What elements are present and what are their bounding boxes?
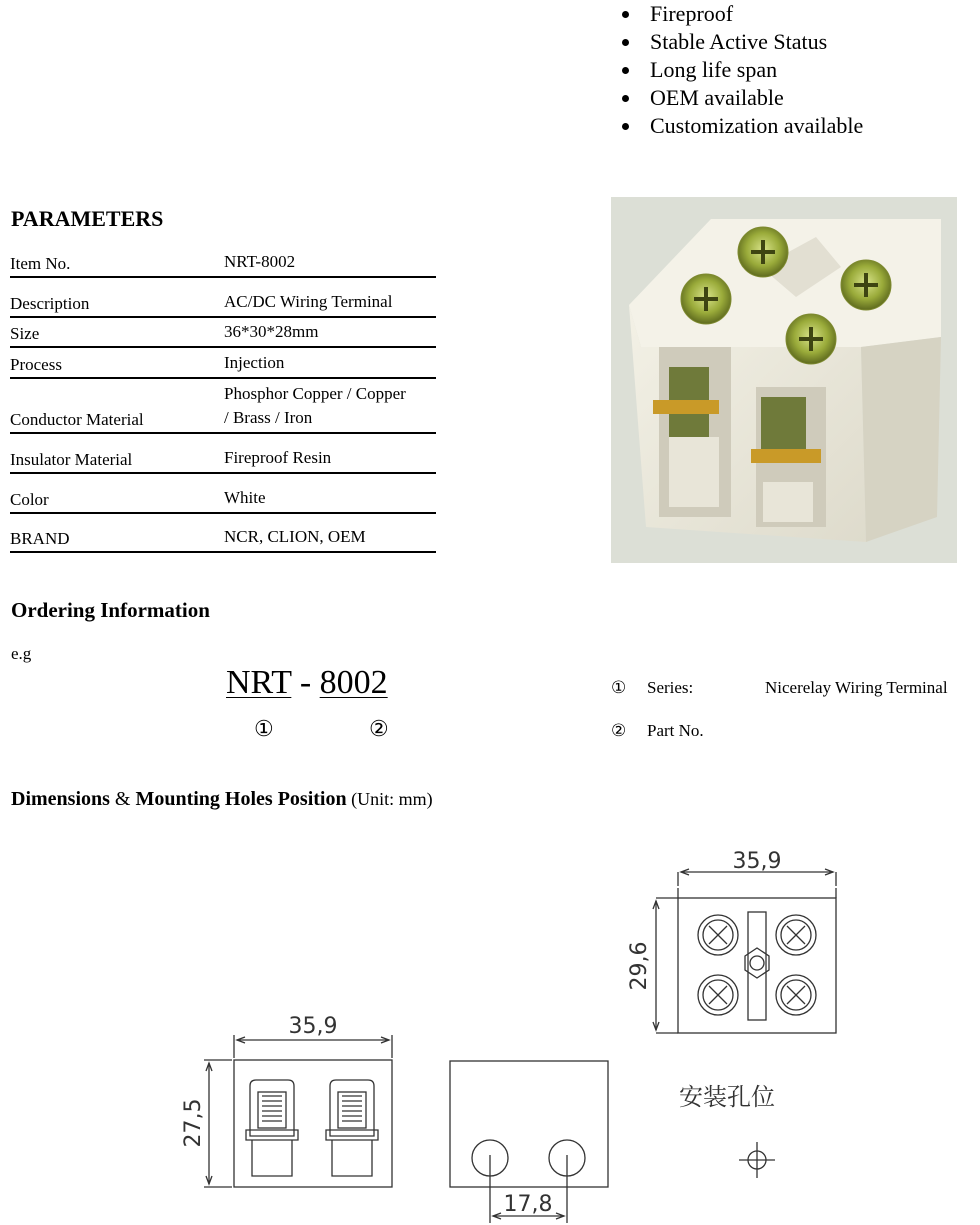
screw-bottom — [786, 314, 836, 364]
screw-right — [841, 260, 891, 310]
param-key: Size — [10, 324, 40, 343]
param-key: Insulator Material — [10, 450, 133, 469]
parameters-heading: PARAMETERS — [11, 206, 164, 231]
param-row-process — [10, 348, 436, 379]
dimensions-heading-bold: Mounting Holes Position — [135, 788, 347, 810]
legend-label-part-no: Part No. — [647, 721, 704, 740]
param-key: Color — [10, 490, 49, 509]
order-code-part-no: 8002 — [319, 664, 388, 701]
param-value-line: Phosphor Copper / Copper — [224, 384, 406, 403]
order-code-series: NRT — [226, 664, 292, 701]
marker-2: ② — [369, 716, 389, 741]
param-row-description — [10, 278, 436, 318]
top-view — [653, 869, 836, 1033]
legend-marker-1: ① — [611, 678, 627, 697]
screw-bottom-right — [776, 975, 816, 1015]
mounting-hole-label: 安装孔位 — [679, 1083, 775, 1111]
top-width-label: 35,9 — [732, 849, 782, 874]
screw-bottom-left — [698, 975, 738, 1015]
ordering-heading: Ordering Information — [11, 598, 210, 622]
order-code-separator: - — [299, 664, 312, 701]
dimensions-heading-amp: & — [109, 788, 136, 810]
screw-top-right — [776, 915, 816, 955]
front-view — [204, 1035, 392, 1187]
order-code — [226, 664, 388, 702]
param-row-color — [10, 474, 436, 514]
screw-top-left — [698, 915, 738, 955]
param-key: BRAND — [10, 529, 70, 548]
param-row-item-no — [10, 248, 436, 278]
param-value: White — [224, 488, 266, 507]
param-row-conductor-material — [10, 379, 436, 434]
terminal-right — [326, 1080, 378, 1176]
param-key: Process — [10, 355, 62, 374]
feature-list — [620, 0, 863, 140]
product-photo — [611, 197, 957, 563]
feature-item: Long life span — [620, 56, 863, 84]
top-height-label: 29,6 — [627, 941, 652, 991]
param-row-size — [10, 318, 436, 348]
feature-item: OEM available — [620, 84, 863, 112]
param-key: Item No. — [10, 254, 71, 273]
param-row-insulator-material — [10, 434, 436, 474]
dimensions-heading-unit: (Unit: mm) — [346, 789, 433, 809]
screw-top — [738, 227, 788, 277]
feature-item: Stable Active Status — [620, 28, 863, 56]
front-height-label: 27,5 — [181, 1098, 206, 1148]
param-key: Description — [10, 294, 90, 313]
dimensions-heading-bold: Dimensions — [11, 788, 110, 810]
feature-item: Fireproof — [620, 0, 863, 28]
param-key: Conductor Material — [10, 410, 144, 429]
dimension-drawing — [0, 830, 980, 1225]
param-value: NRT-8002 — [224, 252, 296, 271]
param-value: Injection — [224, 353, 285, 372]
terminal-left — [246, 1080, 298, 1176]
hole-spacing-label: 17,8 — [503, 1192, 553, 1217]
screw-left — [681, 274, 731, 324]
param-value-line: / Brass / Iron — [224, 408, 313, 427]
legend-marker-2: ② — [611, 721, 627, 740]
param-value: NCR, CLION, OEM — [224, 527, 366, 546]
mounting-hole-symbol — [739, 1142, 775, 1178]
marker-1: ① — [254, 716, 274, 741]
param-value: 36*30*28mm — [224, 322, 319, 341]
param-value: Fireproof Resin — [224, 448, 332, 467]
param-value — [224, 382, 406, 430]
legend-value-series: Nicerelay Wiring Terminal — [765, 678, 948, 697]
param-value: AC/DC Wiring Terminal — [224, 292, 393, 311]
param-row-brand — [10, 514, 436, 553]
legend-label-series: Series: — [647, 678, 694, 697]
feature-item: Customization available — [620, 112, 863, 140]
example-label: e.g — [11, 644, 32, 663]
front-width-label: 35,9 — [288, 1014, 338, 1039]
dimensions-heading — [11, 788, 433, 811]
